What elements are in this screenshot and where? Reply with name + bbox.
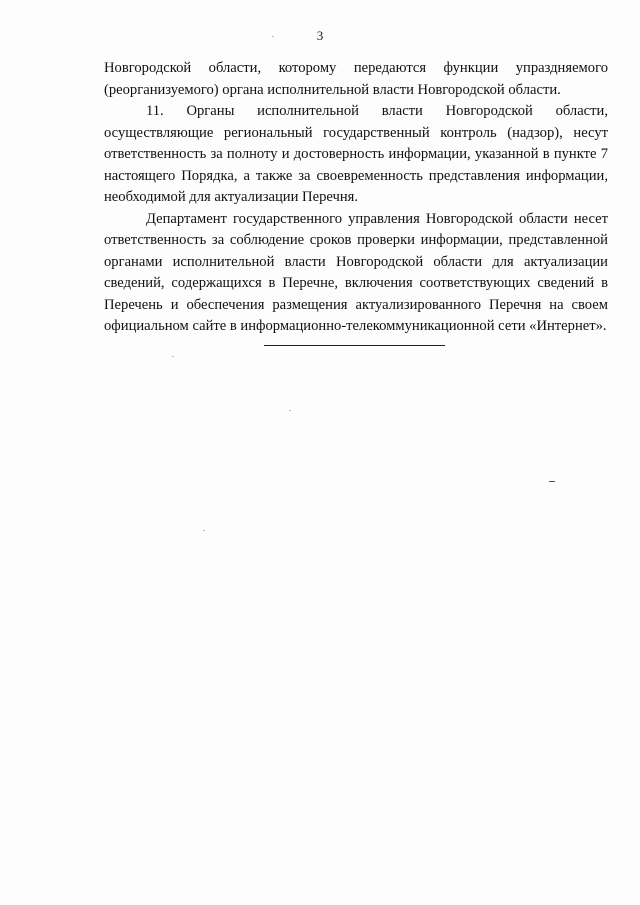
paragraph-item-11: 11. Органы исполнительной власти Новгородской области, осуществляющие региональный государственный контроль (надзор), несут ответственность за полноту и достоверность информации, указанной в пункте 7 настоящего Порядка, а также за своевременность представления информации, необходимой для актуализации Перечня. — [104, 103, 608, 205]
scan-speck — [272, 36, 274, 37]
scan-speck — [203, 530, 205, 531]
end-rule — [264, 345, 445, 346]
document-body — [104, 58, 608, 338]
paragraph-continuation: Новгородской области, которому передаются функции упраздняемого (реорганизуемого) органа исполнительной власти Новгородской области. — [104, 60, 608, 98]
scan-speck — [289, 410, 291, 411]
page-number: 3 — [316, 28, 324, 43]
scan-speck — [172, 356, 174, 357]
paragraph-department: Департамент государственного управления Новгородской области несет ответственность за соблюдение сроков проверки информации, представленной органами исполнительной власти Новгородской области для актуализации сведений, содержащихся в Перечне, включения соответствующих сведений в Перечень и обеспечения размещения актуализированного Перечня на своем официальном сайте в информационно-телекоммуникационной сети «Интернет». — [104, 210, 608, 334]
scan-mark — [549, 481, 555, 482]
